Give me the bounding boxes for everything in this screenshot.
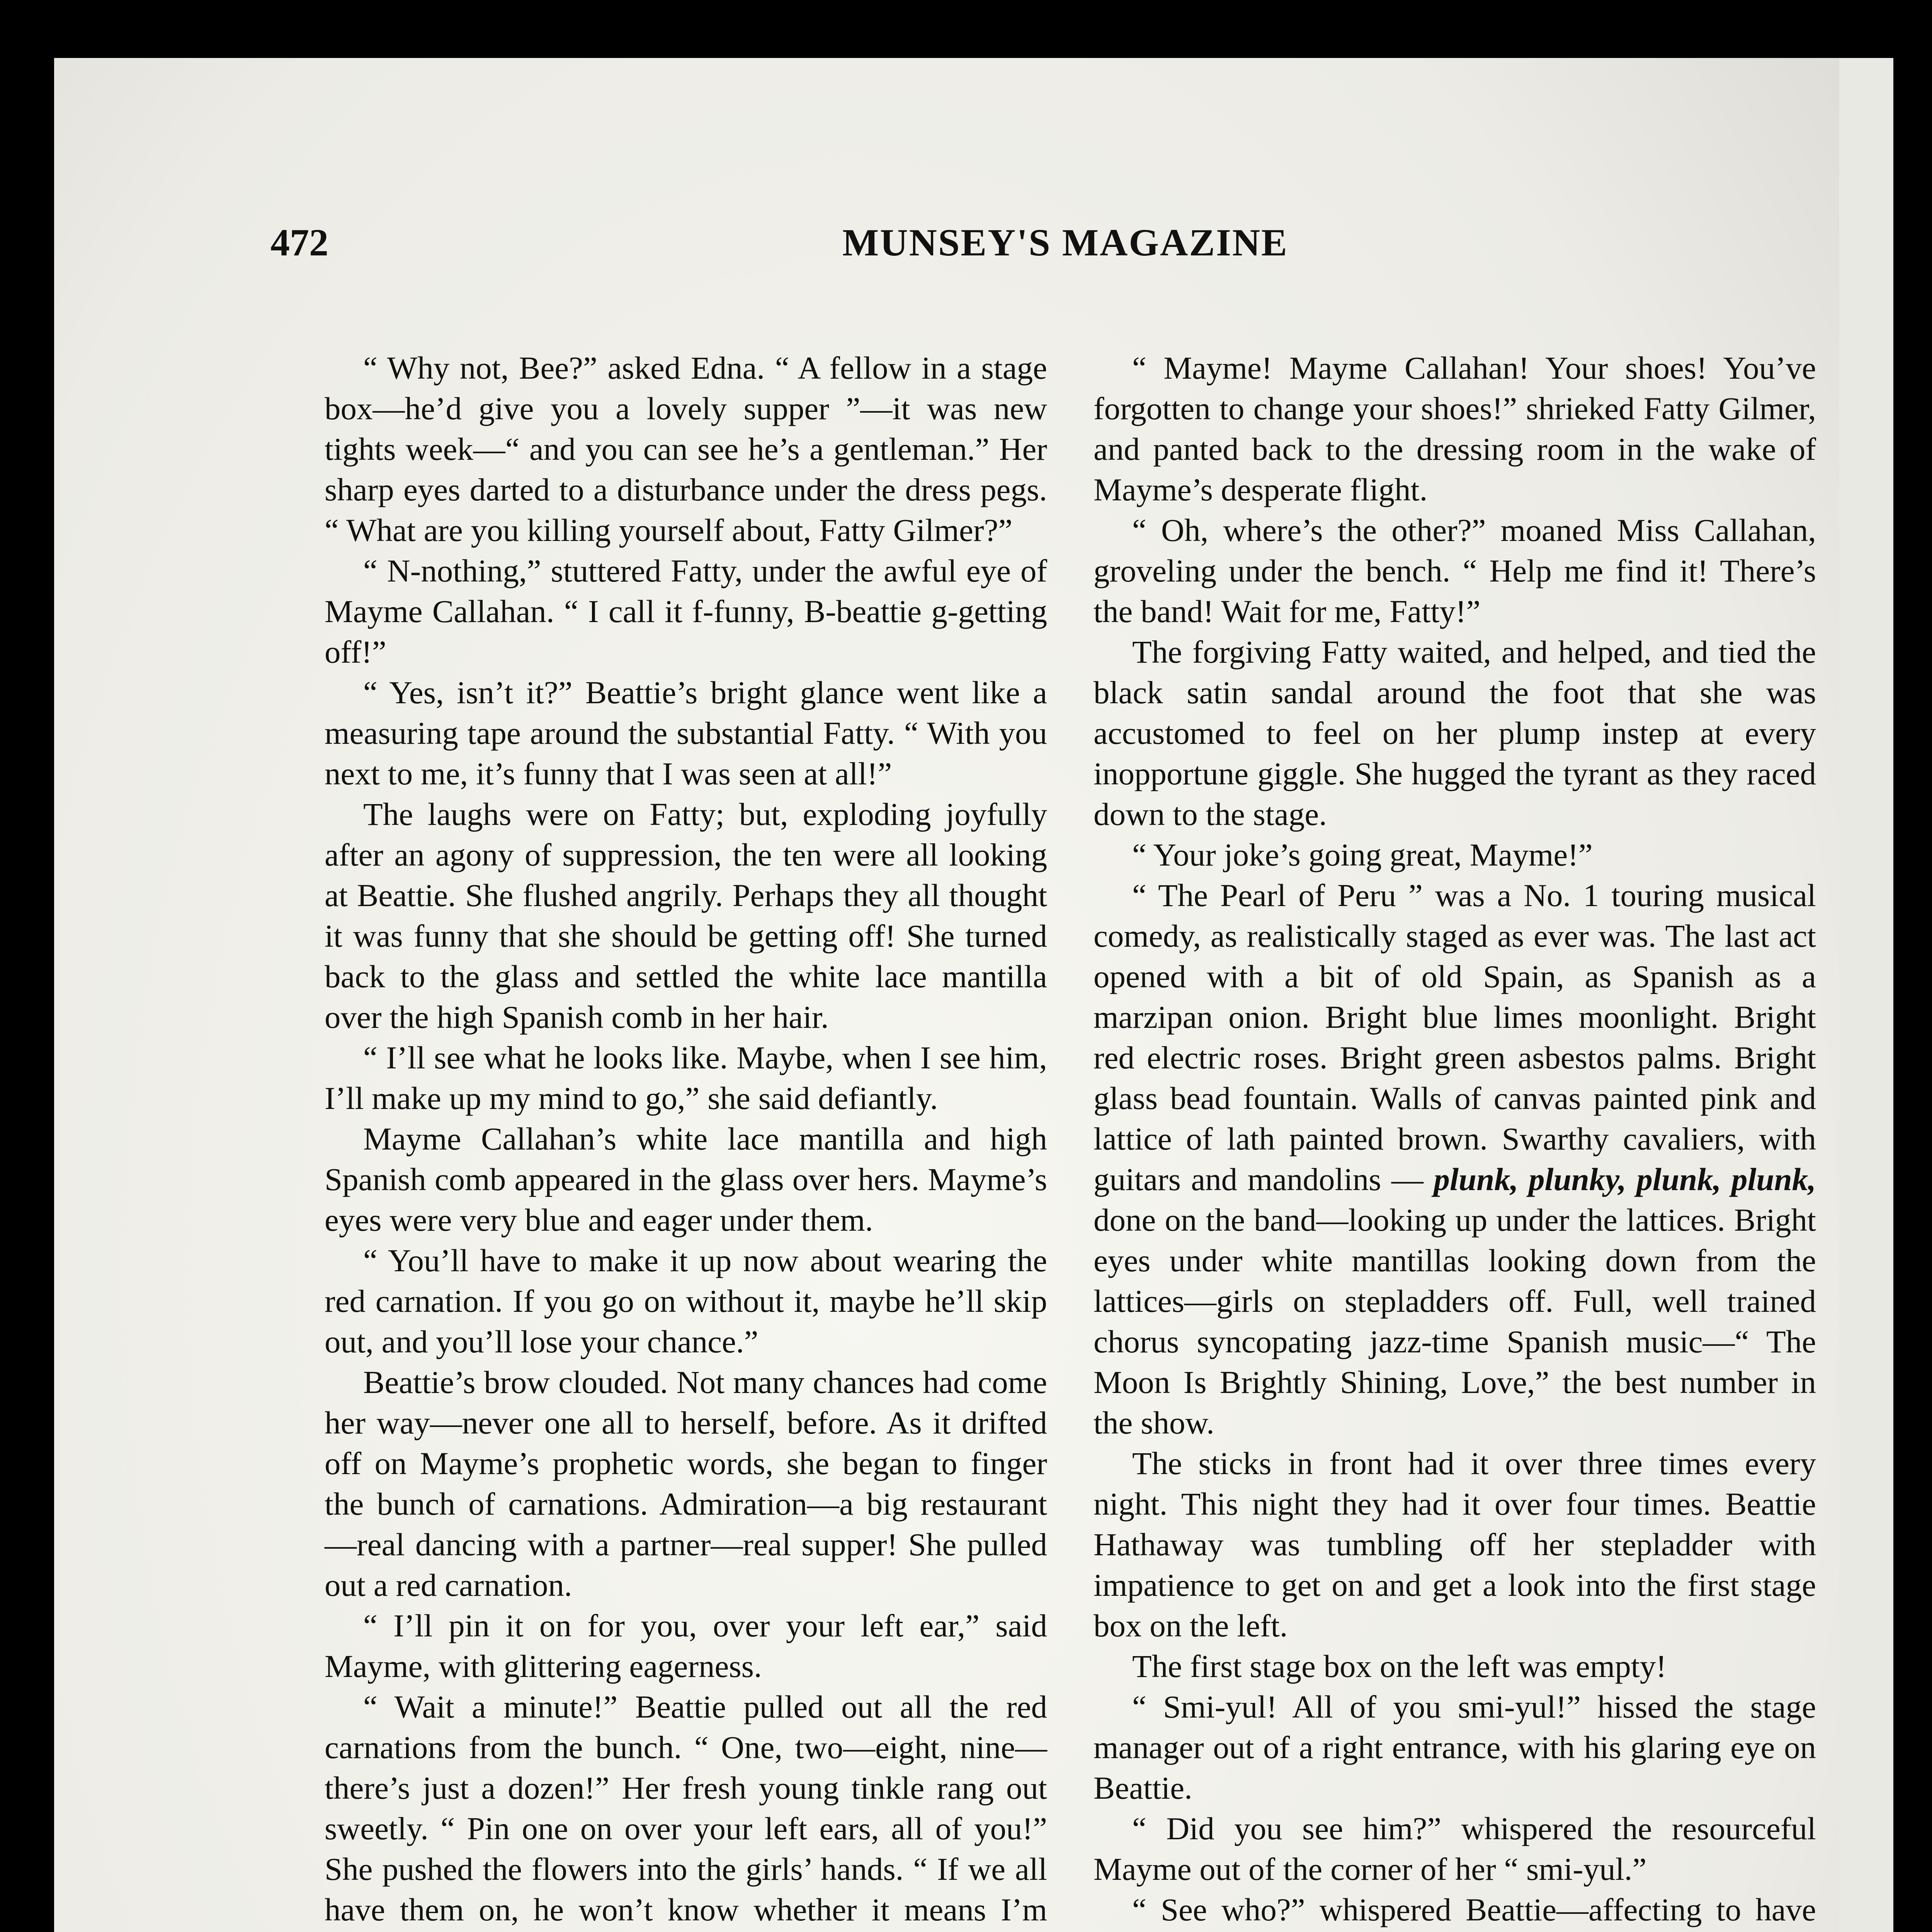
paragraph: The laughs were on Fatty; but, exploding joyfully after an agony of suppression, the ten were all looking at Beattie. She flushed angrily. Perhaps they all thought it was funny that she should be getting off! She turned back to the glass and settled the white lace mantilla over the high Spanish comb in her hair.	[325, 796, 1047, 1035]
paragraph	[1094, 875, 1816, 1443]
paragraph: “ Smi-yul! All of you smi-yul!” hissed the stage manager out of a right entrance, with his glaring eye on Beattie.	[1094, 1689, 1816, 1806]
paragraph: “ Did you see him?” whispered the resourceful Mayme out of the corner of her “ smi-yul.”	[1094, 1811, 1816, 1887]
paragraph: The forgiving Fatty waited, and helped, and tied the black satin sandal around the foot that she was accustomed to feel on her plump instep at every inopportune giggle. She hugged the tyrant as they raced down to the stage.	[1094, 634, 1816, 832]
paragraph: Mayme Callahan’s white lace mantilla and high Spanish comb appeared in the glass over hers. Mayme’s eyes were very blue and eager under them.	[325, 1121, 1047, 1238]
paragraph: “ Wait a minute!” Beattie pulled out all the red carnations from the bunch. “ One, two—eight, nine—there’s just a dozen!” Her fresh young tinkle rang out sweetly. “ Pin one on over your left ears, all of you!” She pushed the flowers into the girls’ hands. “ If we all have them on, he won’t know whether it means I’m	[325, 1689, 1047, 1927]
paragraph: “ Why not, Bee?” asked Edna. “ A fellow in a stage box—he’d give you a lovely supper ”—it was new tights week—“ and you can see he’s a gentleman.” Her sharp eyes darted to a disturbance under the dress pegs. “ What are you killing yourself about, Fatty Gilmer?”	[325, 350, 1047, 548]
paragraph-text: done on the band—looking up under the lattices. Bright eyes under white mantillas looking down from the lattices—girls on stepladders off. Full, well trained chorus syncopating jazz-time Spanish music—“ The Moon Is Brightly Shining, Love,” the best number in the show.	[1094, 1202, 1816, 1440]
paragraph: “ N-nothing,” stuttered Fatty, under the awful eye of Mayme Callahan. “ I call it f-funny, B-beattie g-getting off!”	[325, 553, 1047, 670]
paragraph: “ See who?” whispered Beattie—affecting to have	[1132, 1892, 1816, 1927]
paragraph: The sticks in front had it over three times every night. This night they had it over four times. Beattie Hathaway was tumbling off her stepladder with impatience to get on and get a look into the first stage box on the left.	[1094, 1446, 1816, 1643]
paragraph: “ Mayme! Mayme Callahan! Your shoes! You’ve forgotten to change your shoes!” shrieked Fatty Gilmer, and panted back to the dressing room in the wake of Mayme’s desperate flight.	[1094, 350, 1816, 507]
page-header	[270, 220, 1816, 274]
next-page-edge	[1839, 58, 1893, 1932]
paragraph: Beattie’s brow clouded. Not many chances had come her way—never one all to herself, before. As it drifted off on Mayme’s prophetic words, she began to finger the bunch of carnations. Admiration—a big restaurant—real dancing with a partner—real supper! She pulled out a red carnation.	[325, 1364, 1047, 1603]
paragraph: “ Your joke’s going great, Mayme!”	[1132, 837, 1593, 872]
left-column	[325, 348, 1047, 1932]
page-number: 472	[270, 221, 328, 264]
paragraph: “ Oh, where’s the other?” moaned Miss Callahan, groveling under the bench. “ Help me find it! There’s the band! Wait for me, Fatty!”	[1094, 512, 1816, 629]
magazine-page	[54, 58, 1839, 1932]
paragraph-text: “ The Pearl of Peru ” was a No. 1 touring musical comedy, as realistically staged as ever was. The last act opened with a bit of old Spain, as Spanish as a marzipan onion. Bright blue limes moonlight. Bright red electric roses. Bright green asbestos palms. Bright glass bead fountain. Walls of canvas painted pink and lattice of lath painted brown. Swarthy cavaliers, with guitars and mandolins —	[1094, 878, 1816, 1197]
paragraph: “ You’ll have to make it up now about wearing the red carnation. If you go on without it, maybe he’ll skip out, and you’ll lose your chance.”	[325, 1243, 1047, 1359]
italic-onomatopoeia: plunk, plunky, plunk, plunk,	[1434, 1162, 1816, 1197]
running-head: MUNSEY'S MAGAZINE	[842, 221, 1288, 264]
paragraph: “ I’ll pin it on for you, over your left ear,” said Mayme, with glittering eagerness.	[325, 1608, 1047, 1684]
paragraph: “ Yes, isn’t it?” Beattie’s bright glance went like a measuring tape around the substantial Fatty. “ With you next to me, it’s funny that I was seen at all!”	[325, 675, 1047, 791]
right-column	[1094, 348, 1816, 1932]
paragraph: The first stage box on the left was empty!	[1132, 1648, 1667, 1684]
paragraph: “ I’ll see what he looks like. Maybe, when I see him, I’ll make up my mind to go,” she said defiantly.	[325, 1040, 1047, 1116]
